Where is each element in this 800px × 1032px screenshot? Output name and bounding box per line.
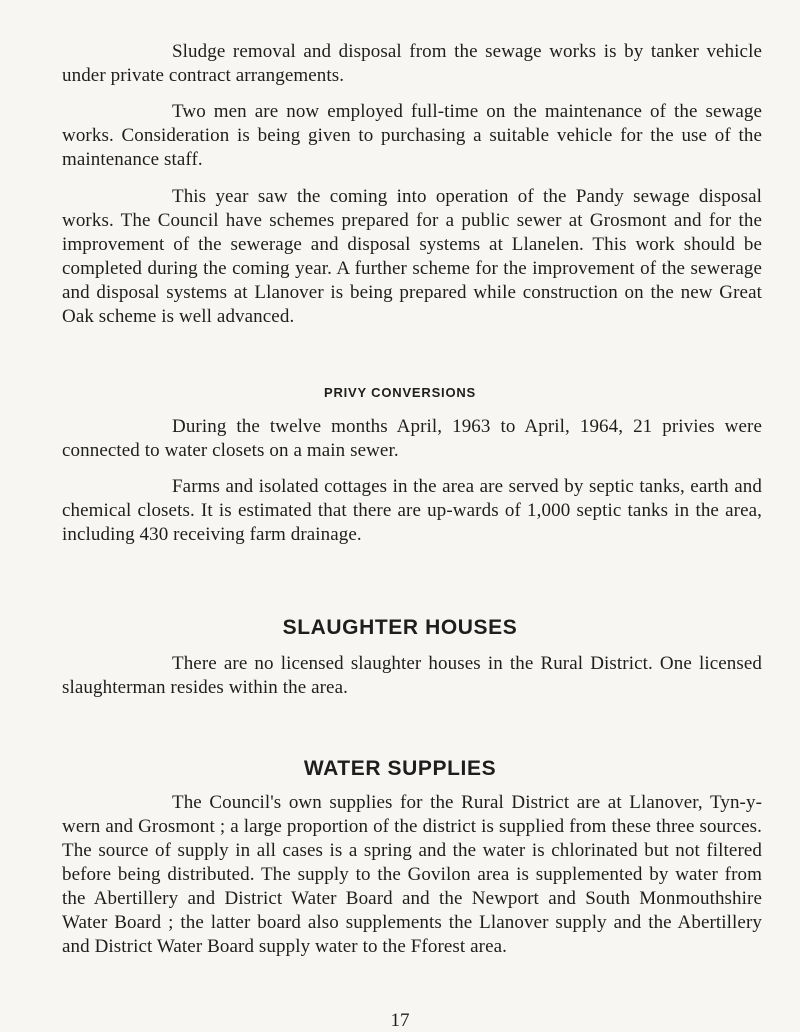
paragraph-sludge-removal: Sludge removal and disposal from the sewage works is by tanker vehicle under private contract arrangements. [62, 41, 762, 86]
paragraph-maintenance-staff: Two men are now employed full-time on the maintenance of the sewage works. Consideration is being given to purchasing a suitable vehicle for the use of the maintenance staff. [62, 101, 762, 170]
heading-privy-conversions: PRIVY CONVERSIONS [323, 385, 477, 400]
paragraph-pandy-sewage: This year saw the coming into operation of the Pandy sewage disposal works. The Council have schemes prepared for a public sewer at Grosmont and for the improvement of the sewerage and disposal systems at Llanelen. This work should be completed during the coming year. A further scheme for the improvement of the sewerage and disposal systems at Llanover is being prepared while construction on the new Great Oak scheme is well advanced. [62, 186, 762, 327]
heading-slaughter-houses: SLAUGHTER HOUSES [282, 616, 518, 639]
paragraph-farms-septic-tanks: Farms and isolated cottages in the area are served by septic tanks, earth and chemical closets. It is estimated that there are up-wards of 1,000 septic tanks in the area, including 430 receiving farm drainage. [62, 476, 762, 545]
paragraph-slaughter-houses: There are no licensed slaughter houses in the Rural District. One licensed slaughterman resides within the area. [62, 653, 762, 698]
paragraph-water-supplies: The Council's own supplies for the Rural District are at Llanover, Tyn-y-wern and Grosmont ; a large proportion of the district is supplied from these three sources. The source of supply in all cases is a spring and the water is chlorinated but not filtered before being distributed. The supply to the Govilon area is supplemented by water from the Abertillery and District Water Board and the Newport and South Monmouthshire Water Board ; the latter board also supplements the Llanover supply and the Abertillery and District Water Board supply water to the Fforest area. [62, 792, 762, 957]
page-number: 17 [390, 1010, 410, 1031]
heading-water-supplies: WATER SUPPLIES [303, 757, 497, 780]
paragraph-privies-connected: During the twelve months April, 1963 to April, 1964, 21 privies were connected to water closets on a main sewer. [62, 416, 762, 461]
